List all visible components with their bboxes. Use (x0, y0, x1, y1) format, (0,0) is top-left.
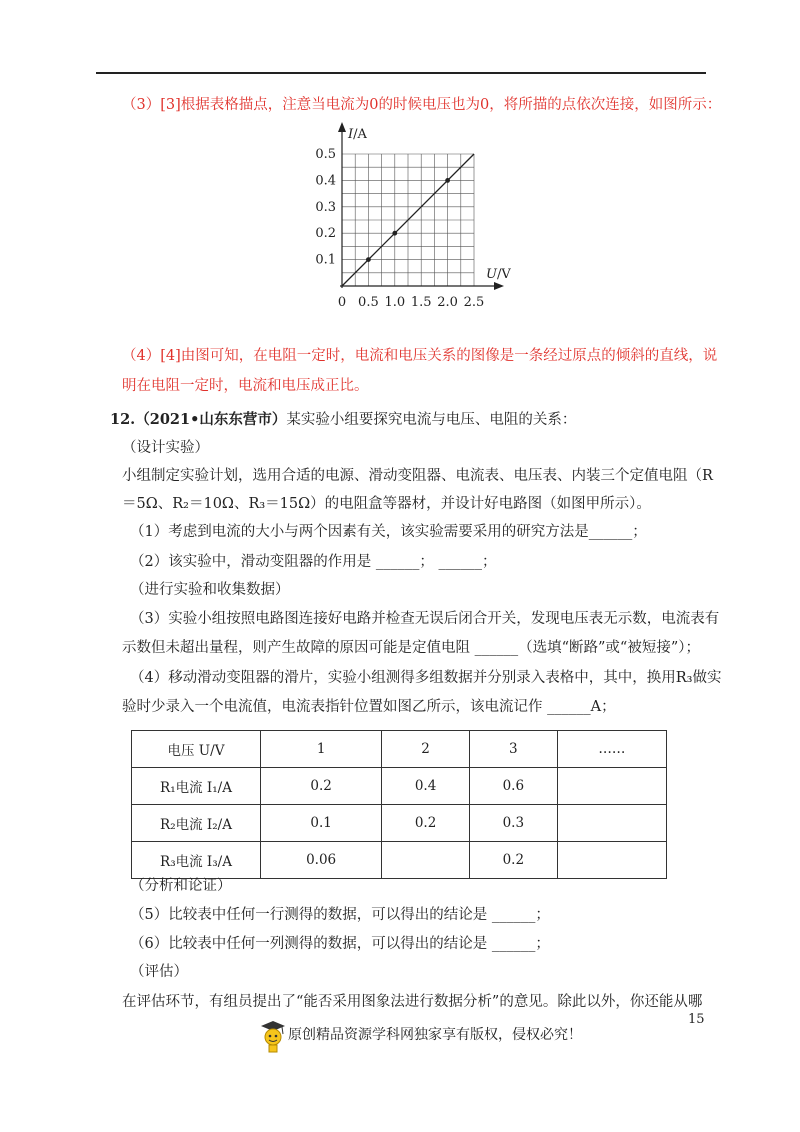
table-cell: R₃电流 I₃/A (132, 842, 261, 879)
sub-question-4-cont: 验时少录入一个电流值，电流表指针位置如图乙所示，该电流记作 ______A； (122, 699, 616, 715)
sub-question-4: （4）移动滑动变阻器的滑片，实验小组测得多组数据并分别录入表格中，其中，换用R₃做实 (130, 670, 722, 686)
mascot-logo-icon (258, 1018, 288, 1054)
sub-question-2: （2）该实验中，滑动变阻器的作用是 ______； ______； (130, 554, 497, 570)
data-point (445, 178, 450, 183)
table-cell: R₂电流 I₂/A (132, 805, 261, 842)
table-cell: 1 (261, 731, 382, 768)
x-tick-label: 1.0 (384, 295, 406, 310)
sub-question-6: （6）比较表中任何一列测得的数据，可以得出的结论是 ______； (130, 936, 550, 952)
x-tick-label: 0.5 (358, 295, 379, 310)
x-axis-label-symbol: U (486, 267, 497, 282)
x-tick-label: 2.0 (437, 295, 458, 310)
paragraph-line: ＝5Ω、R₂＝10Ω、R₃＝15Ω）的电阻盒等器材，并设计好电路图（如图甲所示）。 (122, 496, 651, 512)
answer-4-text-2: 明在电阻一定时，电流和电压成正比。 (122, 378, 369, 394)
paragraph-line: 在评估环节，有组员提出了“能否采用图象法进行数据分析”的意见。除此以外，你还能从哪 (122, 994, 703, 1010)
question-12-source: 12.（2021•山东东营市） (110, 411, 287, 428)
x-tick-label: 0 (337, 295, 347, 310)
table-cell: 2 (382, 731, 470, 768)
y-tick-label: 0.3 (315, 199, 336, 215)
table-cell: 0.1 (261, 805, 382, 842)
table-cell: 0.4 (382, 768, 470, 805)
table-cell: 0.06 (261, 842, 382, 879)
table-cell: 0.2 (469, 842, 557, 879)
header-rule (96, 72, 706, 74)
table-cell: 0.6 (469, 768, 557, 805)
footer-copyright: 原创精品资源学科网独家享有版权，侵权必究！ (288, 1027, 582, 1043)
page-number: 15 (688, 1012, 705, 1027)
y-axis-label (347, 127, 368, 142)
x-tick-label: 2.5 (463, 295, 485, 310)
table-cell: R₁电流 I₁/A (132, 768, 261, 805)
y-tick-label: 0.1 (315, 252, 336, 268)
x-axis-label-unit: /V (496, 267, 511, 282)
sub-question-3: （3）实验小组按照电路图连接好电路并检查无误后闭合开关，发现电压表无示数，电流表有 (130, 611, 720, 627)
section-experiment: （进行实验和收集数据） (130, 582, 290, 598)
table-cell: 0.2 (382, 805, 470, 842)
table-row (132, 842, 667, 879)
y-tick-label: 0.4 (315, 173, 336, 189)
data-point (366, 257, 371, 262)
x-axis-label (486, 267, 511, 282)
x-tick-label: 1.5 (410, 295, 432, 310)
question-12-heading (110, 410, 576, 430)
table-cell (557, 768, 666, 805)
sub-question-1: （1）考虑到电流的大小与两个因素有关，该实验需要采用的研究方法是______； (130, 524, 647, 540)
data-table (131, 730, 667, 879)
question-12-stem: 某实验小组要探究电流与电压、电阻的关系： (286, 412, 577, 428)
table-row (132, 805, 667, 842)
answer-4-text-1: （4）[4]由图可知，在电阻一定时，电流和电压关系的图像是一条经过原点的倾斜的直线，说 (122, 348, 718, 364)
current-voltage-chart (300, 118, 530, 318)
table-cell: 电压 U/V (132, 731, 261, 768)
y-axis-label-unit: /A (353, 127, 367, 142)
table-cell: 3 (469, 731, 557, 768)
table-cell: 0.2 (261, 768, 382, 805)
section-design: （设计实验） (122, 440, 209, 456)
y-tick-label: 0.5 (315, 147, 336, 162)
section-evaluation: （评估） (130, 964, 188, 980)
paragraph-line: 小组制定实验计划，选用合适的电源、滑动变阻器、电流表、电压表、内装三个定值电阻（R (122, 468, 713, 484)
table-cell (382, 842, 470, 879)
y-axis-label-symbol: I (348, 127, 354, 142)
x-axis-arrow (494, 282, 504, 290)
sub-question-3-cont: 示数但未超出量程，则产生故障的原因可能是定值电阻 ______（选填“断路”或“被短接”）； (122, 640, 701, 656)
section-analysis: （分析和论证） (130, 878, 232, 894)
table-header-row (132, 731, 667, 768)
table-cell: …… (557, 731, 666, 768)
sub-question-5: （5）比较表中任何一行测得的数据，可以得出的结论是 ______； (130, 907, 550, 923)
data-point (392, 231, 397, 236)
table-cell: 0.3 (469, 805, 557, 842)
y-axis-arrow (338, 122, 346, 132)
answer-3-text: （3）[3]根据表格描点，注意当电流为0的时候电压也为0，将所描的点依次连接，如图所示： (122, 97, 722, 113)
y-tick-label: 0.2 (315, 226, 336, 242)
table-cell (557, 842, 666, 879)
table-cell (557, 805, 666, 842)
table-row (132, 768, 667, 805)
